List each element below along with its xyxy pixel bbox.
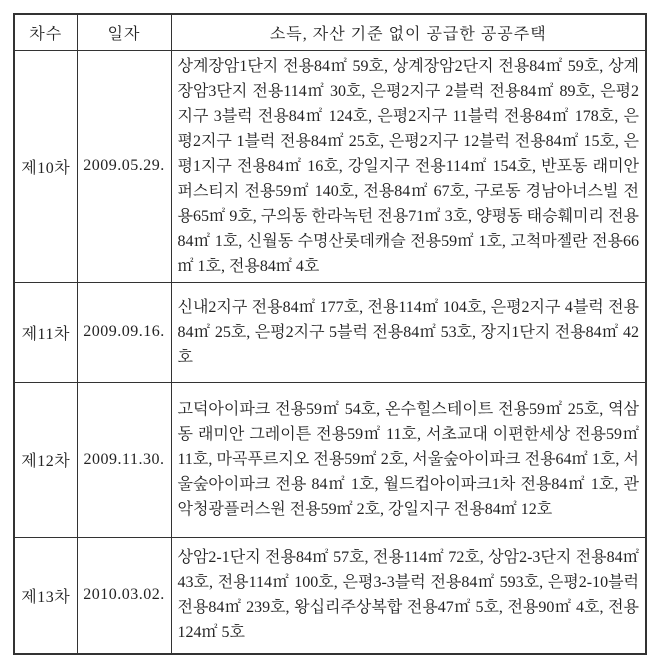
date-cell: 2009.05.29. bbox=[77, 50, 171, 282]
detail-cell: 상암2-1단지 전용84㎡ 57호, 전용114㎡ 72호, 상암2-3단지 전용84㎡ 43호, 전용114㎡ 100호, 은평3-3블럭 전용84㎡ 593호, 은평2-10블럭 전용84㎡ 239호, 왕십리주상복합 전용47㎡ 5호, 전용90㎡ 4호, 전용124㎡ 5호 bbox=[171, 537, 646, 654]
date-cell: 2010.03.02. bbox=[77, 537, 171, 654]
round-cell: 제12차 bbox=[14, 382, 77, 537]
detail-cell: 상계장암1단지 전용84㎡ 59호, 상계장암2단지 전용84㎡ 59호, 상계장암3단지 전용114㎡ 30호, 은평2지구 2블럭 전용84㎡ 89호, 은평2지구 3블럭 전용84㎡ 124호, 은평2지구 11블럭 전용84㎡ 178호, 은평2지구 1블럭 전용84㎡ 25호, 은평2지구 12블럭 전용84㎡ 15호, 은평1지구 전용84㎡ 16호, 강일지구 전용114㎡ 154호, 반포동 래미안퍼스티지 전용59㎡ 140호, 전용84㎡ 67호, 구로동 경남아너스빌 전용65㎡ 9호, 구의동 한라녹턴 전용71㎡ 3호, 양평동 태승훼미리 전용84㎡ 1호, 신월동 수명산롯데캐슬 전용59㎡ 1호, 고척마젤란 전용66㎡ 1호, 전용84㎡ 4호 bbox=[171, 50, 646, 282]
round-cell: 제11차 bbox=[14, 282, 77, 382]
table-row bbox=[14, 50, 646, 282]
public-housing-table bbox=[13, 13, 647, 655]
table-row bbox=[14, 282, 646, 382]
date-cell: 2009.09.16. bbox=[77, 282, 171, 382]
table-header-row bbox=[14, 14, 646, 50]
table-row bbox=[14, 382, 646, 537]
round-cell: 제13차 bbox=[14, 537, 77, 654]
date-cell: 2009.11.30. bbox=[77, 382, 171, 537]
detail-cell: 신내2지구 전용84㎡ 177호, 전용114㎡ 104호, 은평2지구 4블럭 전용84㎡ 25호, 은평2지구 5블럭 전용84㎡ 53호, 장지1단지 전용84㎡ 42호 bbox=[171, 282, 646, 382]
header-detail: 소득, 자산 기준 없이 공급한 공공주택 bbox=[171, 14, 646, 50]
header-date: 일자 bbox=[77, 14, 171, 50]
round-cell: 제10차 bbox=[14, 50, 77, 282]
detail-cell: 고덕아이파크 전용59㎡ 54호, 온수힐스테이트 전용59㎡ 25호, 역삼동 래미안 그레이튼 전용59㎡ 11호, 서초교대 이편한세상 전용59㎡ 11호, 마곡푸르지오 전용59㎡ 2호, 서울숲아이파크 전용64㎡ 1호, 서울숲아이파크 전용 84㎡ 1호, 월드컵아이파크1차 전용84㎡ 1호, 관악청광플러스원 전용59㎡ 2호, 강일지구 전용84㎡ 12호 bbox=[171, 382, 646, 537]
header-round: 차수 bbox=[14, 14, 77, 50]
table-row bbox=[14, 537, 646, 654]
